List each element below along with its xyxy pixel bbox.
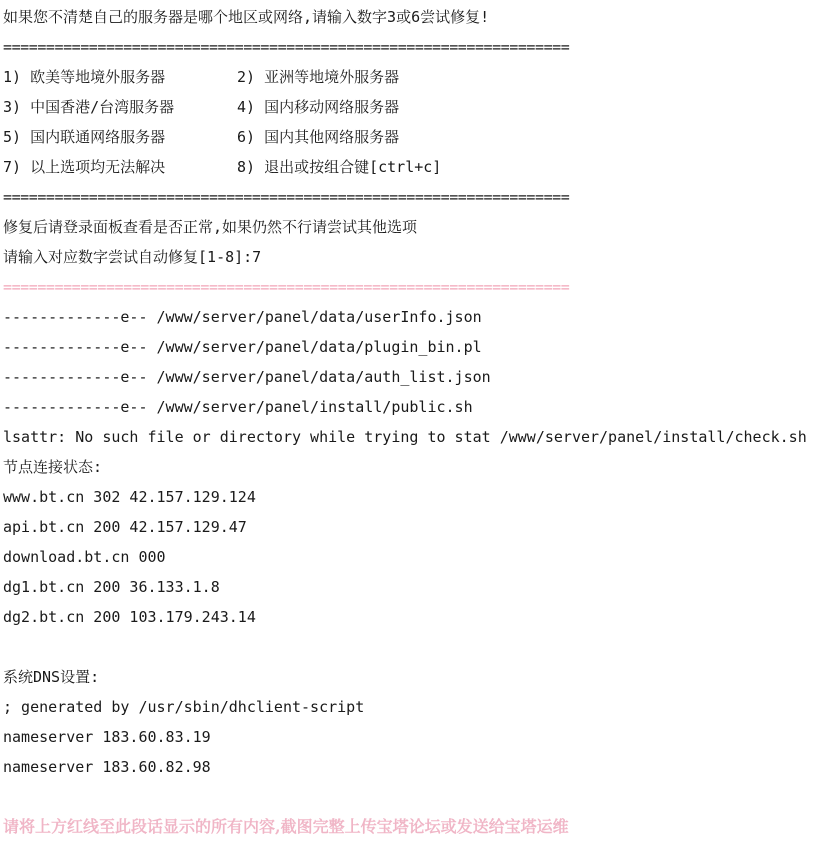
lsattr-error: lsattr: No such file or directory while trying to stat /www/server/panel/install/check.sh bbox=[3, 428, 807, 446]
menu-option-5: 5) 国内联通网络服务器 bbox=[3, 128, 166, 146]
menu-option-6: 6) 国内其他网络服务器 bbox=[237, 128, 400, 146]
dns-title: 系统DNS设置: bbox=[3, 668, 100, 686]
dns-line-nameserver-1: nameserver 183.60.83.19 bbox=[3, 728, 211, 746]
node-line-www: www.bt.cn 302 42.157.129.124 bbox=[3, 488, 256, 506]
footer-note: 请将上方红线至此段话显示的所有内容,截图完整上传宝塔论坛或发送给宝塔运维 bbox=[3, 817, 569, 836]
file-line-plugin-bin: -------------e-- /www/server/panel/data/plugin_bin.pl bbox=[3, 338, 482, 356]
menu-row-3 bbox=[3, 122, 815, 152]
repair-prompt: 请输入对应数字尝试自动修复[1-8]:7 bbox=[3, 248, 262, 266]
menu-row-2 bbox=[3, 92, 815, 122]
dns-line-generated: ; generated by /usr/sbin/dhclient-script bbox=[3, 698, 365, 716]
menu-row-1 bbox=[3, 62, 815, 92]
dns-line-nameserver-2: nameserver 183.60.82.98 bbox=[3, 758, 211, 776]
menu-option-3: 3) 中国香港/台湾服务器 bbox=[3, 98, 175, 116]
file-line-public-sh: -------------e-- /www/server/panel/install/public.sh bbox=[3, 398, 473, 416]
separator-bottom: ================================================================== bbox=[3, 188, 570, 206]
after-repair-note: 修复后请登录面板查看是否正常,如果仍然不行请尝试其他选项 bbox=[3, 218, 418, 236]
pink-separator: ================================================================== bbox=[3, 278, 570, 296]
node-line-dg2: dg2.bt.cn 200 103.179.243.14 bbox=[3, 608, 256, 626]
menu-row-4 bbox=[3, 152, 815, 182]
menu-option-4: 4) 国内移动网络服务器 bbox=[237, 98, 400, 116]
blank-line bbox=[3, 632, 815, 662]
terminal-output bbox=[3, 2, 815, 842]
file-line-auth-list: -------------e-- /www/server/panel/data/auth_list.json bbox=[3, 368, 491, 386]
menu-option-2: 2) 亚洲等地境外服务器 bbox=[237, 68, 400, 86]
node-line-api: api.bt.cn 200 42.157.129.47 bbox=[3, 518, 247, 536]
node-line-dg1: dg1.bt.cn 200 36.133.1.8 bbox=[3, 578, 220, 596]
file-line-userinfo: -------------e-- /www/server/panel/data/userInfo.json bbox=[3, 308, 482, 326]
menu-option-1: 1) 欧美等地境外服务器 bbox=[3, 68, 166, 86]
node-status-title: 节点连接状态: bbox=[3, 458, 103, 476]
blank-line-2 bbox=[3, 782, 815, 812]
separator-top: ================================================================== bbox=[3, 38, 570, 56]
menu-option-7: 7) 以上选项均无法解决 bbox=[3, 158, 166, 176]
hint-line: 如果您不清楚自己的服务器是哪个地区或网络,请输入数字3或6尝试修复! bbox=[3, 8, 490, 26]
node-line-download: download.bt.cn 000 bbox=[3, 548, 166, 566]
menu-option-8: 8) 退出或按组合键[ctrl+c] bbox=[237, 158, 442, 176]
